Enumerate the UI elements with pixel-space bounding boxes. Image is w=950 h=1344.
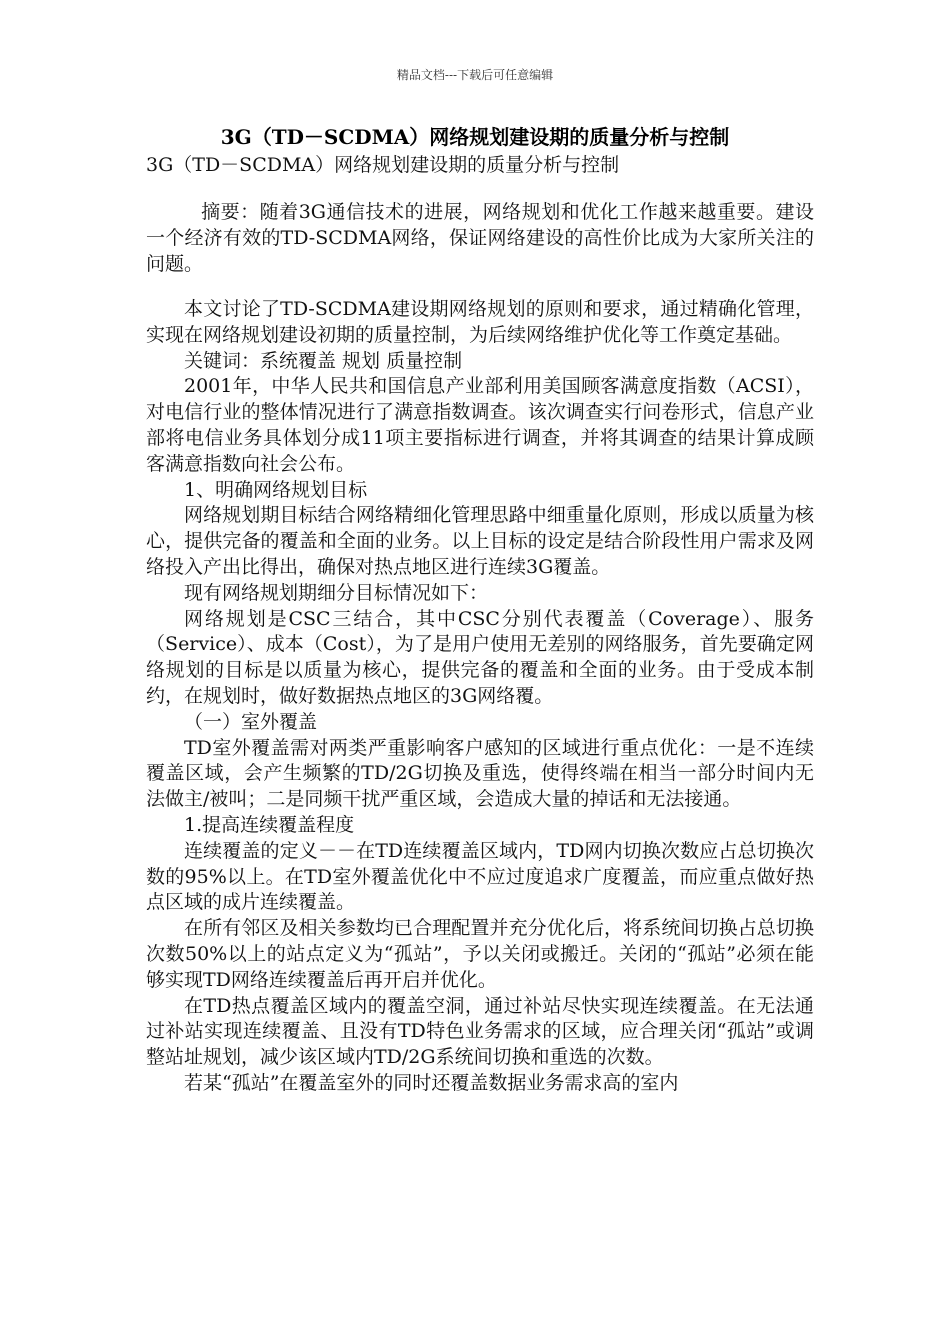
document-title: 3G（TD－SCDMA）网络规划建设期的质量分析与控制 [220,125,730,149]
paragraph-subgoals-intro: 现有网络规划期细分目标情况如下： [184,581,489,604]
paragraph-isolated-station: 在所有邻区及相关参数均已合理配置并充分优化后，将系统间切换占总切换次数50%以上的站点定义为“孤站”，予以关闭或搬迁。关闭的“孤站”必须在能够实现TD网络连续覆盖后再开启并优化。 [146,917,814,991]
paragraph-keywords: 关键词：系统覆盖 规划 质量控制 [184,349,463,372]
paragraph-outdoor: TD室外覆盖需对两类严重影响客户感知的区域进行重点优化：一是不连续覆盖区域，会产生频繁的TD/2G切换及重选，使得终端在相当一部分时间内无法做主/被叫；二是同频干扰严重区域，会造成大量的掉话和无法接通。 [146,736,814,811]
page-header: 精品文档---下载后可任意编辑 [396,68,554,82]
abstract-paragraph: 摘要：随着3G通信技术的进展，网络规划和优化工作越来越重要。建设一个经济有效的TD-SCDMA网络，保证网络建设的高性价比成为大家所关注的问题。 [146,201,814,275]
paragraph-coverage-hole: 在TD热点覆盖区域内的覆盖空洞，通过补站尽快实现连续覆盖。在无法通过补站实现连续覆盖、且没有TD特色业务需求的区域，应合理关闭“孤站”或调整站址规划，减少该区域内TD/2G系统间切换和重选的次数。 [146,994,814,1069]
paragraph-continuous-definition: 连续覆盖的定义－－在TD连续覆盖区域内，TD网内切换次数应占总切换次数的95%以上。在TD室外覆盖优化中不应过度追求广度覆盖，而应重点做好热点区域的成片连续覆盖。 [146,839,814,914]
paragraph-goal: 网络规划期目标结合网络精细化管理思路中细重量化原则，形成以质量为核心，提供完备的覆盖和全面的业务。以上目标的设定是结合阶段性用户需求及网络投入产出比得出，确保对热点地区进行连续3G覆盖。 [146,504,814,578]
document-subtitle: 3G（TD－SCDMA）网络规划建设期的质量分析与控制 [146,154,620,176]
abstract-section [146,200,814,277]
document-body [146,297,814,1097]
paragraph-background: 2001年，中华人民共和国信息产业部利用美国顾客满意度指数（ACSI），对电信行业的整体情况进行了满意指数调查。该次调查实行问卷形式，信息产业部将电信业务具体划分成11项主要指标进行调查，并将其调查的结果计算成顾客满意指数向社会公布。 [146,375,814,475]
paragraph-csc: 网络规划是CSC三结合，其中CSC分别代表覆盖（Coverage）、服务（Service）、成本（Cost），为了是用户使用无差别的网络服务，首先要确定网络规划的目标是以质量为核心，提供完备的覆盖和全面的业务。由于受成本制约，在规划时，做好数据热点地区的3G网络覆。 [146,607,814,707]
paragraph-indoor: 若某“孤站”在覆盖室外的同时还覆盖数据业务需求高的室内 [184,1071,679,1094]
subsection-heading-outdoor: （一）室外覆盖 [184,710,318,733]
section-heading-1: 1、明确网络规划目标 [184,478,368,501]
paragraph-intro: 本文讨论了TD-SCDMA建设期网络规划的原则和要求，通过精确化管理，实现在网络规划建设初期的质量控制，为后续网络维护优化等工作奠定基础。 [146,298,814,346]
subsection-heading-continuous: 1.提高连续覆盖程度 [184,813,355,836]
